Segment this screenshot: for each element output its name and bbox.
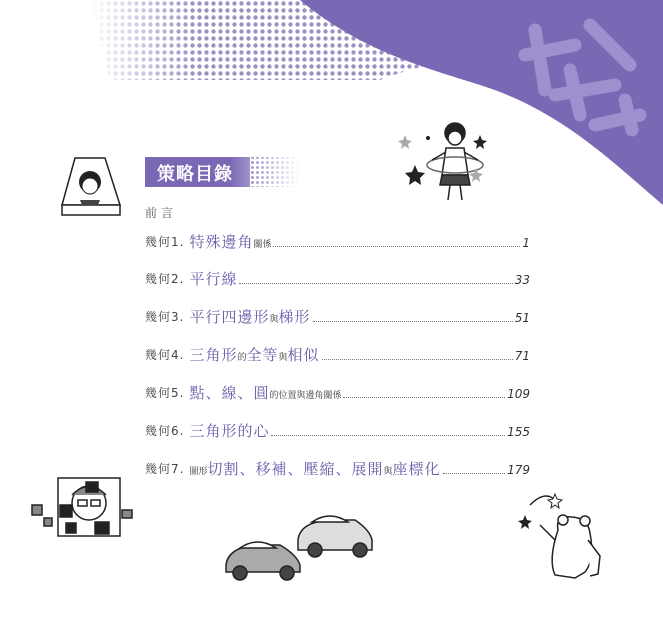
chapter-title-part: 平行四邊形 — [189, 308, 270, 326]
chapter-number: 幾何4. — [145, 348, 185, 362]
toc-title — [145, 157, 295, 187]
chapter-title-part: 點、線、圓 — [189, 384, 270, 402]
chapter-number: 幾何7. — [145, 462, 185, 476]
girl-hoop-illustration — [427, 123, 483, 200]
leader-dots — [273, 246, 520, 247]
chapter-title-part: 切割、移補、壓縮、展開 — [207, 460, 384, 478]
chapter-title-part: 三角形 — [189, 346, 238, 364]
toc-row[interactable] — [145, 343, 530, 365]
bear-illustration — [530, 496, 600, 578]
girl-portrait-icon — [62, 158, 120, 215]
chapter-title-part: 與 — [383, 467, 393, 477]
leader-dots — [322, 359, 513, 360]
chapter-number: 幾何6. — [145, 424, 185, 438]
page-number: 1 — [522, 236, 530, 250]
toc-row[interactable] — [145, 419, 530, 441]
page-number: 33 — [514, 273, 530, 287]
chapter-title — [189, 268, 237, 289]
chapter-title — [189, 344, 319, 365]
chapter-title-part: 的 — [237, 353, 247, 363]
page-number: 179 — [507, 463, 530, 477]
chapter-title — [189, 382, 341, 403]
toc-row[interactable] — [145, 457, 530, 479]
page-number: 71 — [514, 349, 530, 363]
chapter-title-part: 的位置與邊角關係 — [269, 391, 342, 401]
toc-row[interactable] — [145, 381, 530, 403]
small-star-icons — [518, 494, 562, 529]
preface-link[interactable]: 前言 — [145, 206, 178, 220]
chapter-title-part: 全等 — [246, 346, 279, 364]
chapter-title — [189, 420, 269, 441]
chapter-title-part: 與 — [269, 315, 279, 325]
leader-dots — [313, 321, 513, 322]
leader-dots — [239, 283, 512, 284]
chapter-title — [189, 306, 310, 327]
leader-dots — [343, 397, 505, 398]
chapter-title-part: 與 — [278, 353, 288, 363]
page-number: 155 — [507, 425, 530, 439]
chapter-title — [189, 458, 440, 479]
chapter-title-part: 圖形 — [189, 467, 208, 477]
chapter-title-part: 梯形 — [278, 308, 311, 326]
chapter-title-part: 關係 — [253, 240, 272, 250]
leader-dots — [271, 435, 505, 436]
toc-row[interactable] — [145, 267, 530, 289]
page-number: 109 — [507, 387, 530, 401]
toc-title-text: 策略目錄 — [157, 164, 233, 185]
toc-row[interactable] — [145, 305, 530, 327]
chapter-title-part: 相似 — [287, 346, 320, 364]
cars-illustration — [226, 516, 372, 580]
chapter-number: 幾何1. — [145, 235, 185, 249]
toc-row[interactable] — [145, 230, 530, 252]
chapter-title-part: 座標化 — [392, 460, 441, 478]
chapter-number: 幾何5. — [145, 386, 185, 400]
chapter-title — [189, 231, 271, 252]
page-number: 51 — [514, 311, 530, 325]
chapter-number: 幾何3. — [145, 310, 185, 324]
chapter-number: 幾何2. — [145, 272, 185, 286]
chapter-title-part: 平行線 — [189, 270, 238, 288]
chapter-title-part: 三角形的心 — [189, 422, 270, 440]
puzzle-man-illustration — [32, 478, 132, 536]
chapter-title-part: 特殊邊角 — [189, 233, 254, 251]
leader-dots — [443, 473, 506, 474]
